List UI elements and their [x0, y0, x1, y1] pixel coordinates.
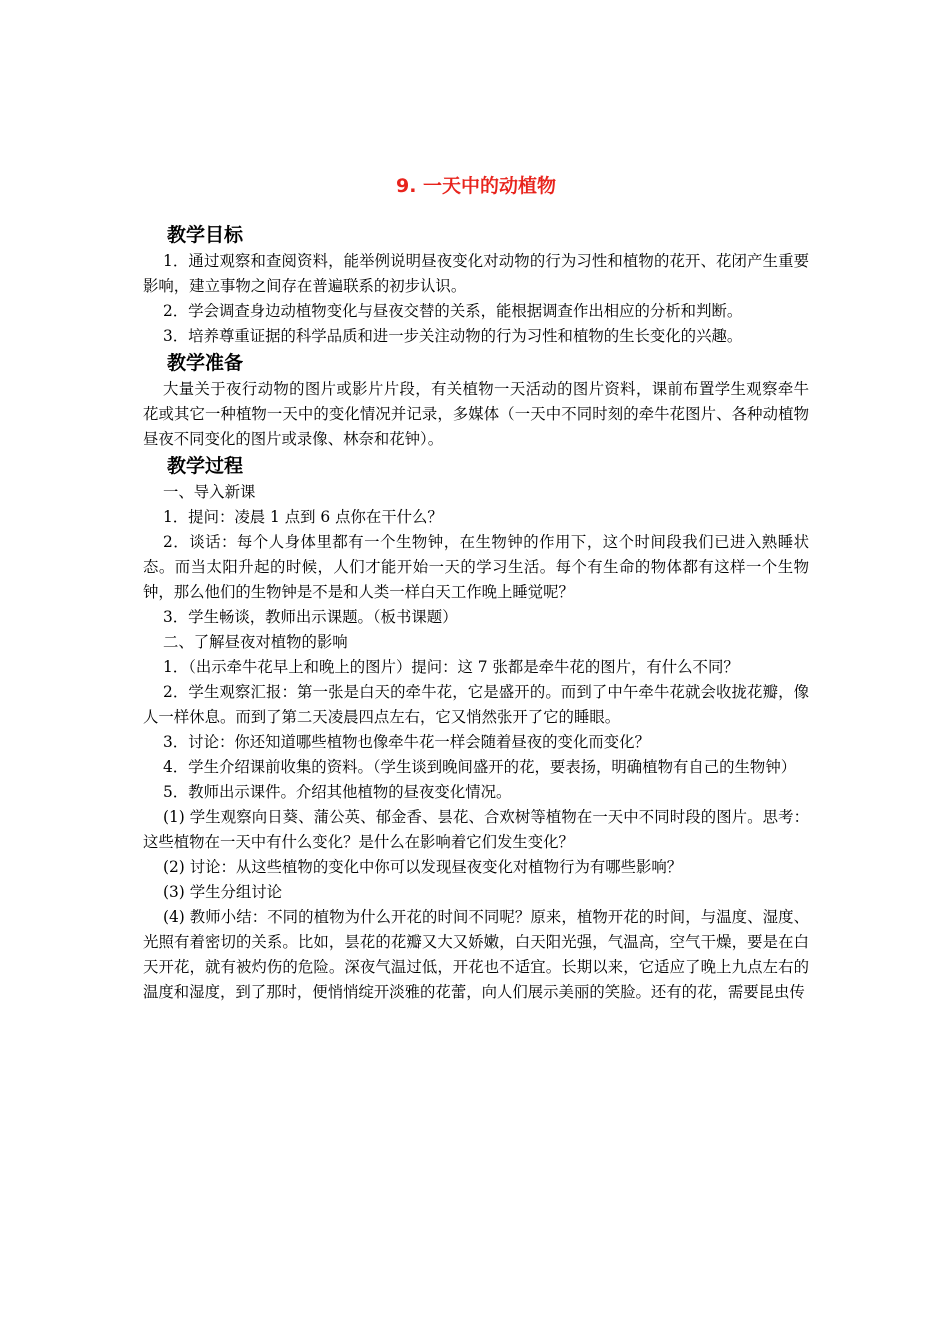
paragraph: (4) 教师小结：不同的植物为什么开花的时间不同呢？原来，植物开花的时间，与温度、湿度、光照有着密切的关系。比如，昙花的花瓣又大又娇嫩，白天阳光强，气温高，空气干燥，要是在白天开花，就有被灼伤的危险。深夜气温过低，开花也不适宜。长期以来，它适应了晚上九点左右的温度和湿度，到了那时，便悄悄绽开淡雅的花蕾，向人们展示美丽的笑脸。还有的花，需要昆虫传	[143, 908, 809, 1001]
paragraph: 二、了解昼夜对植物的影响	[163, 633, 348, 651]
paragraph: 大量关于夜行动物的图片或影片片段，有关植物一天活动的图片资料，课前布置学生观察牵牛花或其它一种植物一天中的变化情况并记录，多媒体（一天中不同时刻的牵牛花图片、各种动植物昼夜不同变化的图片或录像、林奈和花钟）。	[143, 380, 809, 448]
paragraph: 1．提问：凌晨 1 点到 6 点你在干什么？	[163, 508, 443, 526]
paragraph: 一、导入新课	[163, 483, 256, 501]
paragraph: (1) 学生观察向日葵、蒲公英、郁金香、昙花、合欢树等植物在一天中不同时段的图片。思考：这些植物在一天中有什么变化？是什么在影响着它们发生变化？	[143, 808, 809, 851]
section-heading: 教学准备	[167, 352, 244, 374]
paragraph: 5．教师出示课件。介绍其他植物的昼夜变化情况。	[163, 783, 512, 801]
paragraph: 1．（出示牵牛花早上和晚上的图片）提问：这 7 张都是牵牛花的图片，有什么不同？	[163, 658, 739, 676]
paragraph: 3．讨论：你还知道哪些植物也像牵牛花一样会随着昼夜的变化而变化？	[163, 733, 650, 751]
paragraph: 2．学生观察汇报：第一张是白天的牵牛花，它是盛开的。而到了中午牵牛花就会收拢花瓣，像人一样休息。而到了第二天凌晨四点左右，它又悄然张开了它的睡眼。	[143, 683, 809, 726]
paragraph: 2．学会调查身边动植物变化与昼夜交替的关系，能根据调查作出相应的分析和判断。	[163, 302, 743, 320]
paragraph: 1．通过观察和查阅资料，能举例说明昼夜变化对动物的行为习性和植物的花开、花闭产生重要影响，建立事物之间存在普遍联系的初步认识。	[143, 252, 809, 295]
paragraph: 4．学生介绍课前收集的资料。（学生谈到晚间盛开的花，要表扬，明确植物有自己的生物钟）	[163, 758, 797, 776]
section-teaching-preparation	[143, 349, 809, 452]
paragraph: 2．谈话：每个人身体里都有一个生物钟，在生物钟的作用下，这个时间段我们已进入熟睡状态。而当太阳升起的时候，人们才能开始一天的学习生活。每个有生命的物体都有这样一个生物钟，那么他们的生物钟是不是和人类一样白天工作晚上睡觉呢？	[143, 533, 809, 601]
paragraph: 3．学生畅谈，教师出示课题。（板书课题）	[163, 608, 458, 626]
paragraph: 3．培养尊重证据的科学品质和进一步关注动物的行为习性和植物的生长变化的兴趣。	[163, 327, 743, 345]
paragraph: (2) 讨论：从这些植物的变化中你可以发现昼夜变化对植物行为有哪些影响？	[163, 858, 683, 876]
section-teaching-process	[143, 452, 809, 1005]
section-teaching-objectives	[143, 221, 809, 349]
document-title: 9. 一天中的动植物	[395, 175, 557, 197]
section-heading: 教学过程	[167, 455, 244, 477]
paragraph: (3) 学生分组讨论	[163, 883, 283, 901]
document-body	[143, 221, 809, 1005]
section-heading: 教学目标	[167, 224, 244, 246]
document-page	[143, 0, 809, 1344]
